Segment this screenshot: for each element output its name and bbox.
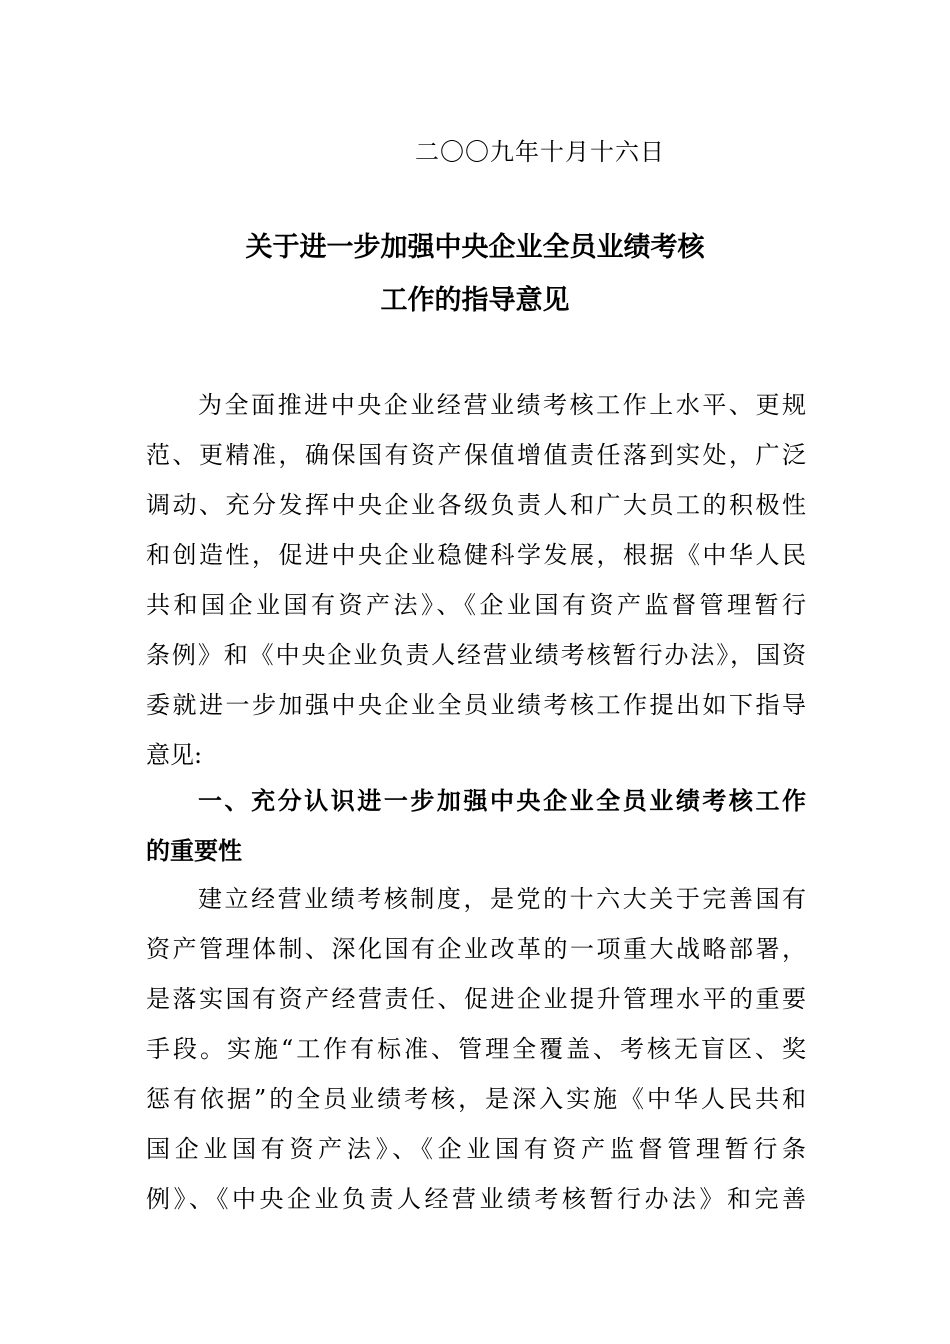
intro-paragraph [146,380,806,780]
paragraph-line: 手段。实施“工作有标准、管理全覆盖、考核无盲区、奖 [146,1035,806,1063]
paragraph-line: 是落实国有资产经营责任、促进企业提升管理水平的重要 [146,985,806,1013]
paragraph-line: 资产管理体制、深化国有企业改革的一项重大战略部署， [146,935,806,963]
paragraph-line: 条例》和《中央企业负责人经营业绩考核暂行办法》，国资 [146,641,806,669]
section-1-heading [146,776,806,876]
paragraph-line: 为全面推进中央企业经营业绩考核工作上水平、更规 [198,391,806,419]
paragraph-line: 惩有依据”的全员业绩考核，是深入实施《中华人民共和 [146,1085,806,1113]
heading-line: 的重要性 [146,837,242,865]
document-title-line-1: 关于进一步加强中央企业全员业绩考核 [245,232,705,263]
paragraph-line: 范、更精准，确保国有资产保值增值责任落到实处，广泛 [146,441,806,469]
paragraph-line: 共和国企业国有资产法》、《企业国有资产监督管理暂行 [146,591,806,619]
heading-line: 一、充分认识进一步加强中央企业全员业绩考核工作 [198,787,806,815]
paragraph-line: 委就进一步加强中央企业全员业绩考核工作提出如下指导 [146,691,806,719]
paragraph-line: 建立经营业绩考核制度，是党的十六大关于完善国有 [198,885,806,913]
paragraph-line: 调动、充分发挥中央企业各级负责人和广大员工的积极性 [146,491,806,519]
section-1-paragraph [146,874,806,1224]
paragraph-line: 例》、《中央企业负责人经营业绩考核暂行办法》和完善 [146,1185,806,1213]
document-date: 二〇〇九年十月十六日 [415,138,665,166]
paragraph-line: 和创造性，促进中央企业稳健科学发展，根据《中华人民 [146,541,806,569]
paragraph-line: 国企业国有资产法》、《企业国有资产监督管理暂行条 [146,1135,806,1163]
document-title-line-2: 工作的指导意见 [380,285,570,316]
paragraph-line: 意见: [146,741,203,769]
